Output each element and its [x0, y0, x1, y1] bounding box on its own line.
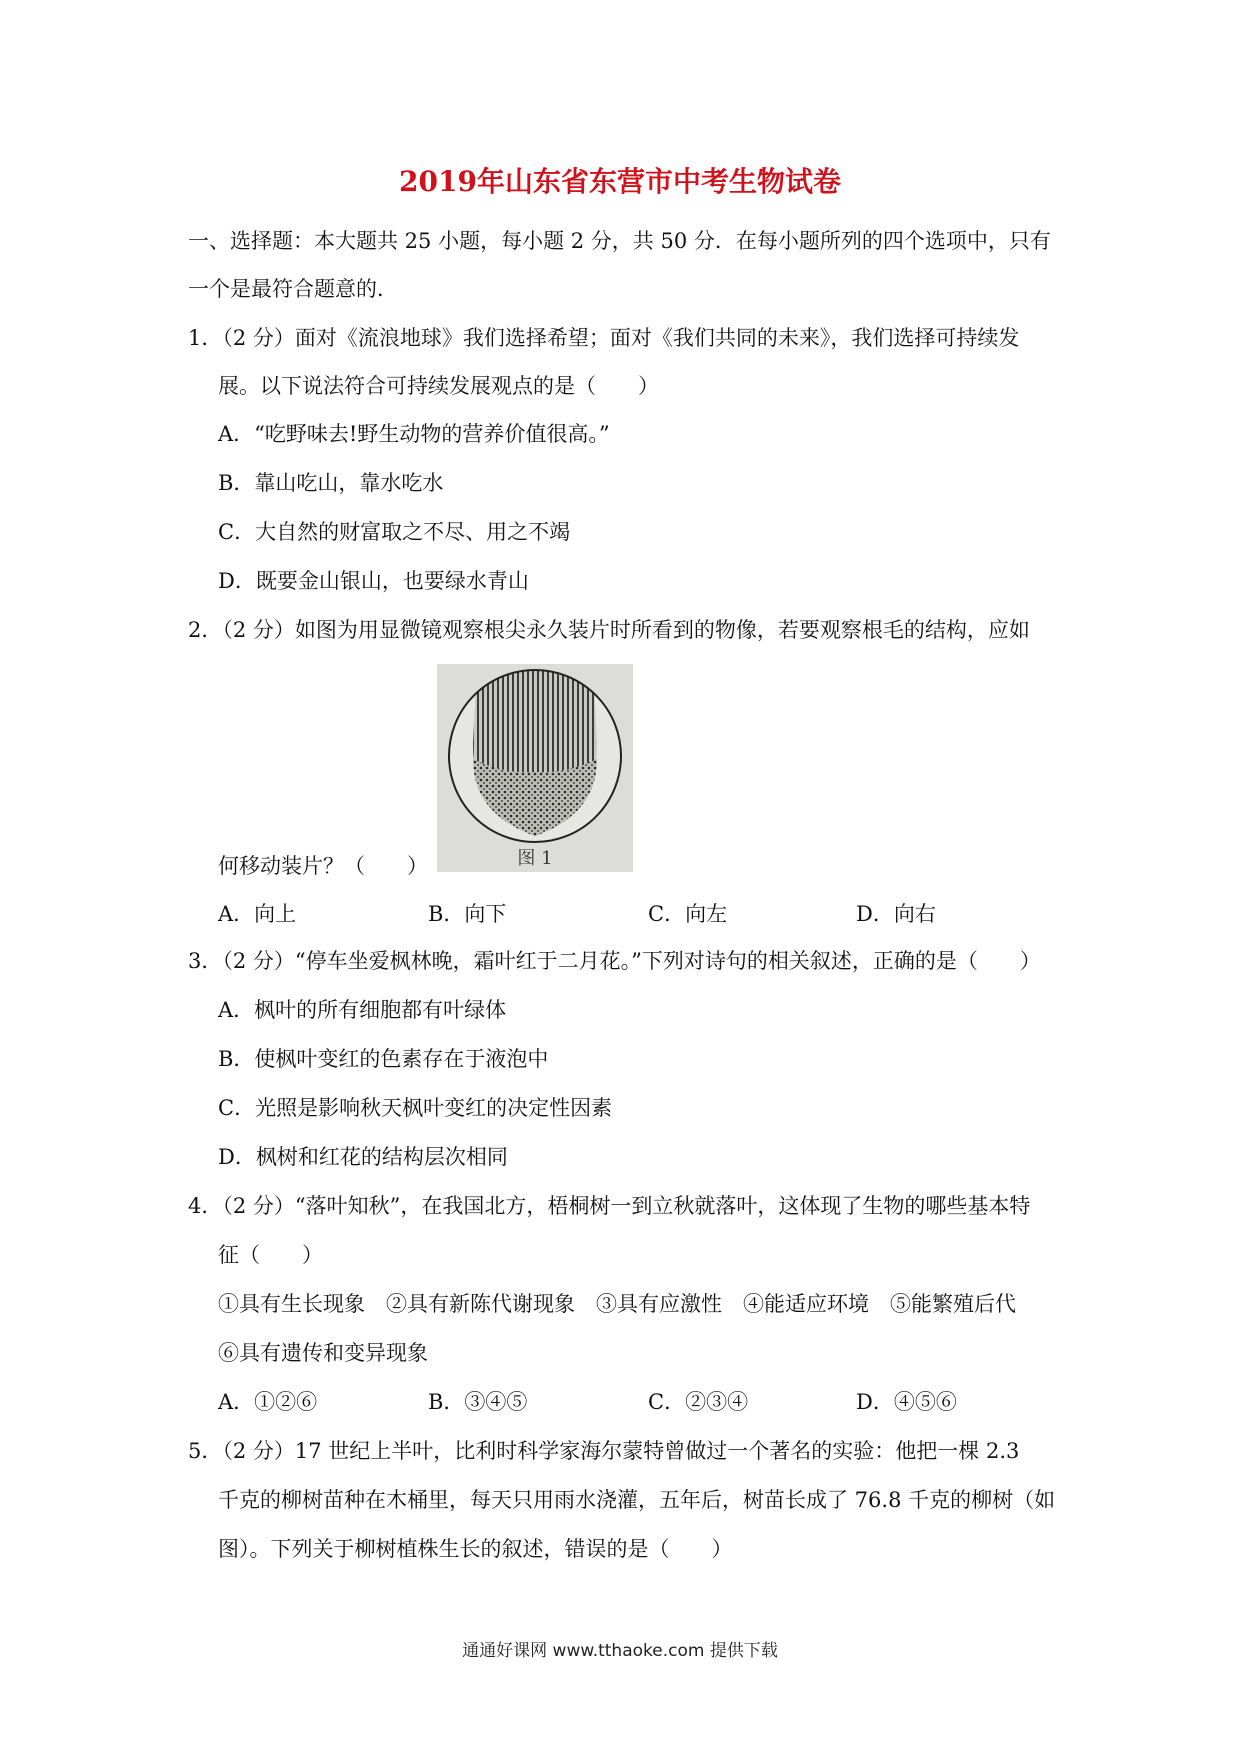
question-5-stem-line1: 5．（2 分）17 世纪上半叶，比利时科学家海尔蒙特曾做过一个著名的实验：他把一棵 2.3	[188, 1439, 1020, 1463]
question-2-stem-line2: 何移动装片？（ ）	[218, 854, 428, 878]
question-4-stem-line2: 征（ ）	[218, 1243, 323, 1267]
question-4-option-d: D．④⑤⑥	[856, 1390, 957, 1414]
question-2-option-c: C．向左	[648, 902, 728, 926]
question-3-option-c: C．光照是影响秋天枫叶变红的决定性因素	[218, 1096, 613, 1120]
question-1-option-a: A．“吃野味去!野生动物的营养价值很高。”	[218, 422, 610, 446]
question-1-option-b: B．靠山吃山，靠水吃水	[218, 471, 444, 495]
question-4-option-a: A．①②⑥	[218, 1390, 318, 1414]
question-1-stem-line1: 1．（2 分）面对《流浪地球》我们选择希望；面对《我们共同的未来》，我们选择可持续发	[188, 326, 1020, 350]
figure-label: 图 1	[517, 848, 553, 869]
question-4-option-c: C．②③④	[648, 1390, 749, 1414]
question-3-option-d: D．枫树和红花的结构层次相同	[218, 1145, 508, 1169]
question-4-stem-line1: 4．（2 分）“落叶知秋”，在我国北方，梧桐树一到立秋就落叶，这体现了生物的哪些基本特	[188, 1194, 1031, 1218]
question-4-option-b: B．③④⑤	[428, 1390, 528, 1414]
question-1-option-c: C．大自然的财富取之不尽、用之不竭	[218, 520, 571, 544]
question-2-option-d: D．向右	[856, 902, 936, 926]
question-2-option-a: A．向上	[218, 902, 297, 926]
question-3-option-a: A．枫叶的所有细胞都有叶绿体	[218, 998, 507, 1022]
page-title: 2019年山东省东营市中考生物试卷	[399, 165, 841, 198]
section-header-line1: 一、选择题：本大题共 25 小题，每小题 2 分，共 50 分．在每小题所列的四个选项中，只有	[188, 229, 1051, 253]
page-footer: 通通好课网 www.tthaoke.com 提供下载	[462, 1641, 778, 1661]
question-2-stem-line1: 2．（2 分）如图为用显微镜观察根尖永久装片时所看到的物像，若要观察根毛的结构，应如	[188, 618, 1030, 642]
question-4-items-line2: ⑥具有遗传和变异现象	[218, 1341, 428, 1365]
root-tip-micrograph	[437, 664, 633, 872]
question-3-option-b: B．使枫叶变红的色素存在于液泡中	[218, 1047, 549, 1071]
question-1-stem-line2: 展。以下说法符合可持续发展观点的是（ ）	[218, 374, 659, 398]
question-4-items-line1: ①具有生长现象 ②具有新陈代谢现象 ③具有应激性 ④能适应环境 ⑤能繁殖后代	[218, 1292, 1016, 1316]
question-5-stem-line3: 图）。下列关于柳树植株生长的叙述，错误的是（ ）	[218, 1537, 733, 1561]
question-1-option-d: D．既要金山银山，也要绿水青山	[218, 569, 529, 593]
question-3-stem-line1: 3．（2 分）“停车坐爱枫林晚，霜叶红于二月花。”下列对诗句的相关叙述，正确的是（ ）	[188, 949, 1041, 973]
question-2-option-b: B．向下	[428, 902, 507, 926]
micrograph-image	[437, 664, 633, 872]
section-header-line2: 一个是最符合题意的．	[188, 277, 398, 301]
question-5-stem-line2: 千克的柳树苗种在木桶里，每天只用雨水浇灌，五年后，树苗长成了 76.8 千克的柳树（如	[218, 1488, 1056, 1512]
